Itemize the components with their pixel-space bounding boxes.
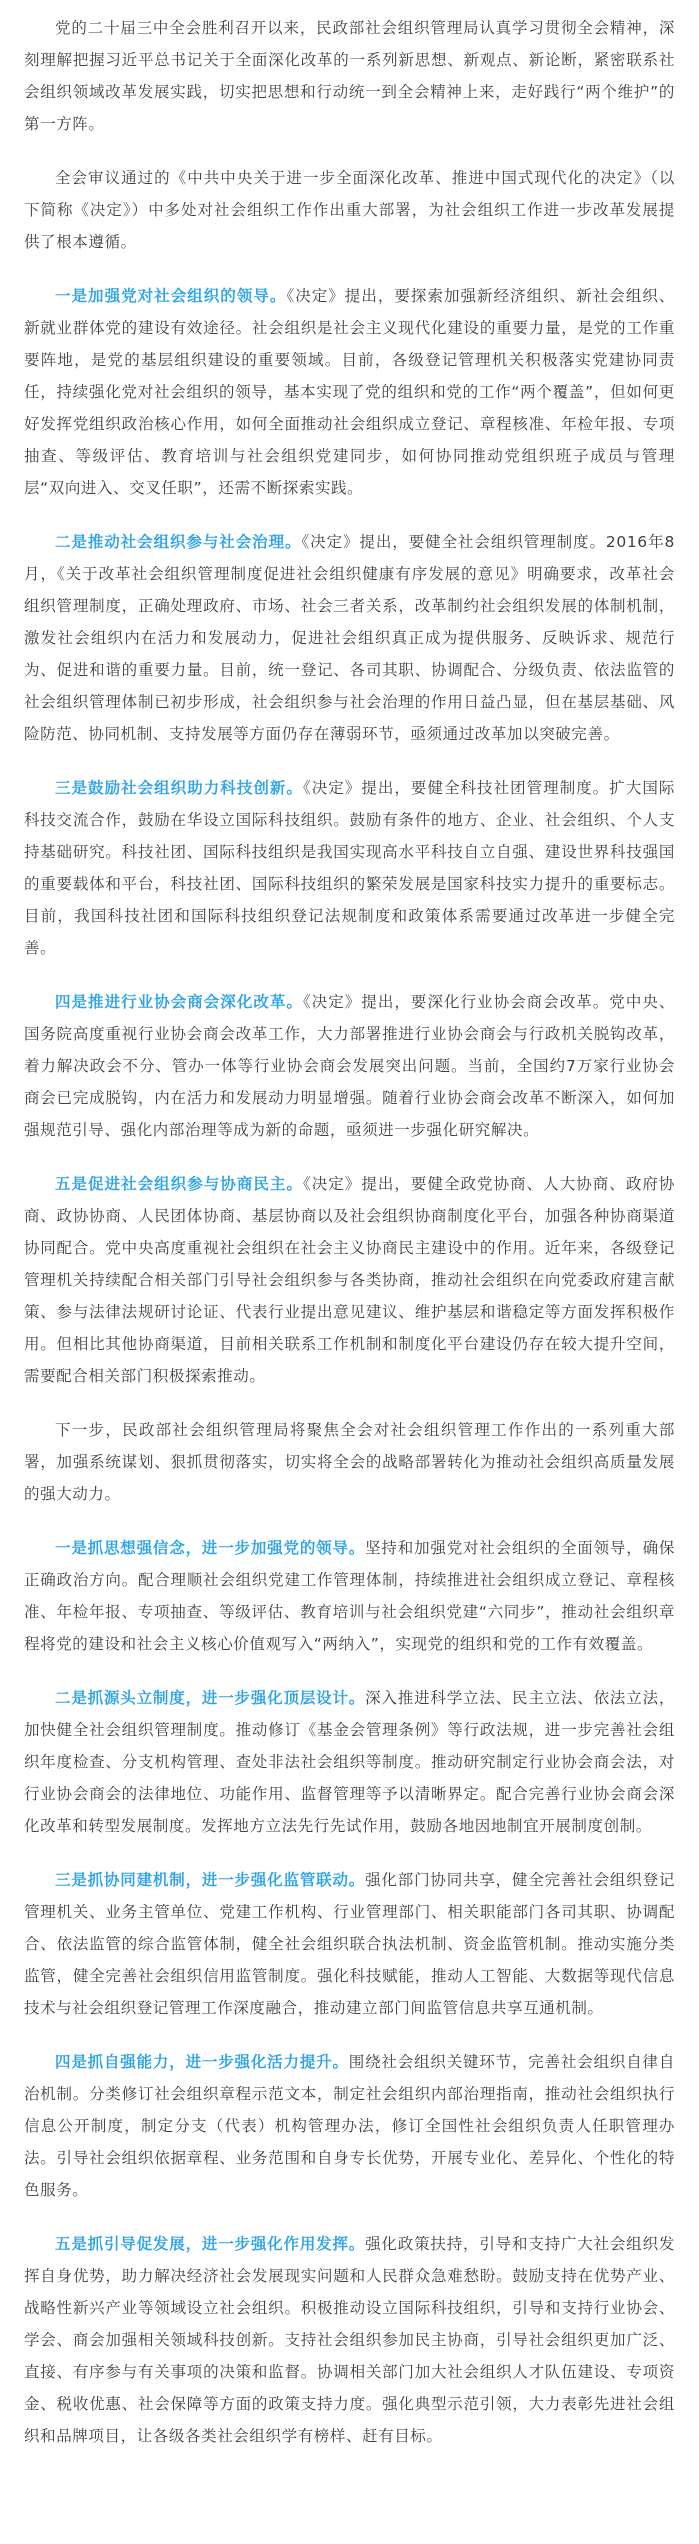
paragraph-lead: 五是抓引导促发展，进一步强化作用发挥。 <box>55 2235 366 2253</box>
paragraph-lead: 四是抓自强能力，进一步强化活力提升。 <box>55 2053 349 2071</box>
context-paragraph <box>24 162 675 258</box>
paragraph-text: 强化部门协同共享，健全完善社会组织登记管理机关、业务主管单位、党建工作机构、行业管理部门、相关职能部门各司其职、协调配合、依法监管的综合监管体制，健全社会组织联合执法机制、资金监管机制。推动实施分类监管，健全完善社会组织信用监管制度。强化科技赋能，推动人工智能、大数据等现代信息技术与社会组织登记管理工作深度融合，推动建立部门间监管信息共享互通机制。 <box>24 1871 675 2017</box>
measure-paragraph <box>24 1532 675 1660</box>
paragraph-lead: 二是抓源头立制度，进一步强化顶层设计。 <box>55 1689 366 1707</box>
paragraph-text: 《决定》提出，要深化行业协会商会改革。党中央、国务院高度重视行业协会商会改革工作，大力部署推进行业协会商会与行政机关脱钩改革，着力解决政会不分、管办一体等行业协会商会发展突出问题。当前，全国约7万家行业协会商会已完成脱钩，内在活力和发展动力明显增强。随着行业协会商会改革不断深入，如何加强规范引导、强化内部治理等成为新的命题，亟须进一步强化研究解决。 <box>24 993 675 1139</box>
paragraph-lead: 四是推进行业协会商会深化改革。 <box>55 993 303 1011</box>
paragraph-text: 《决定》提出，要健全社会组织管理制度。2016年8月，《关于改革社会组织管理制度促进社会组织健康有序发展的意见》明确要求，改革社会组织管理制度，正确处理政府、市场、社会三者关系，改革制约社会组织发展的体制机制，激发社会组织内在活力和发展动力，促进社会组织真正成为提供服务、反映诉求、规范行为、促进和谐的重要力量。目前，统一登记、各司其职、协调配合、分级负责、依法监管的社会组织管理体制已初步形成，社会组织参与社会治理的作用日益凸显，但在基层基础、风险防范、协同机制、支持发展等方面仍存在薄弱环节，亟须通过改革加以突破完善。 <box>24 533 675 743</box>
point-paragraph <box>24 526 675 750</box>
paragraph-lead: 三是鼓励社会组织助力科技创新。 <box>55 779 303 797</box>
measure-paragraph <box>24 1682 675 1842</box>
paragraph-text: 党的二十届三中全会胜利召开以来，民政部社会组织管理局认真学习贯彻全会精神，深刻理解把握习近平总书记关于全面深化改革的一系列新思想、新观点、新论断，紧密联系社会组织领域改革发展实践，切实把思想和行动统一到全会精神上来，走好践行“两个维护”的第一方阵。 <box>24 19 675 133</box>
paragraph-text: 下一步，民政部社会组织管理局将聚焦全会对社会组织管理工作作出的一系列重大部署，加强系统谋划、狠抓贯彻落实，切实将全会的战略部署转化为推动社会组织高质量发展的强大动力。 <box>24 1421 675 1503</box>
paragraph-lead: 三是抓协同建机制，进一步强化监管联动。 <box>55 1871 366 1889</box>
paragraph-text: 深入推进科学立法、民主立法、依法立法，加快健全社会组织管理制度。推动修订《基金会管理条例》等行政法规，进一步完善社会组织年度检查、分支机构管理、查处非法社会组织等制度。推动研究制定行业协会商会法，对行业协会商会的法律地位、功能作用、监督管理等予以清晰界定。配合完善行业协会商会深化改革和转型发展制度。发挥地方立法先行先试作用，鼓励各地因地制宜开展制度创制。 <box>24 1689 675 1835</box>
point-paragraph <box>24 280 675 504</box>
paragraph-text: 《决定》提出，要探索加强新经济组织、新社会组织、新就业群体党的建设有效途径。社会组织是社会主义现代化建设的重要力量，是党的工作重要阵地，是党的基层组织建设的重要领域。目前，各级登记管理机关积极落实党建协同责任，持续强化党对社会组织的领导，基本实现了党的组织和党的工作“两个覆盖”，但如何更好发挥党组织政治核心作用，如何全面推动社会组织成立登记、章程核准、年检年报、专项抽查、等级评估、教育培训与社会组织党建同步，如何协同推动党组织班子成员与管理层“双向进入、交叉任职”，还需不断探索实践。 <box>24 287 675 497</box>
point-paragraph <box>24 772 675 964</box>
paragraph-lead: 二是推动社会组织参与社会治理。 <box>55 533 302 551</box>
transition-paragraph <box>24 1414 675 1510</box>
measure-paragraph <box>24 2046 675 2206</box>
paragraph-text: 围绕社会组织关键环节，完善社会组织自律自治机制。分类修订社会组织章程示范文本，制定社会组织内部治理指南，推动社会组织执行信息公开制度，制定分支（代表）机构管理办法，修订全国性社会组织负责人任职管理办法。引导社会组织依据章程、业务范围和自身专长优势，开展专业化、差异化、个性化的特色服务。 <box>24 2053 675 2199</box>
paragraph-text: 强化政策扶持，引导和支持广大社会组织发挥自身优势，助力解决经济社会发展现实问题和人民群众急难愁盼。鼓励支持在优势产业、战略性新兴产业等领域设立社会组织。积极推动设立国际科技组织，引导和支持行业协会、学会、商会加强相关领域科技创新。支持社会组织参加民主协商，引导社会组织更加广泛、直接、有序参与有关事项的决策和监督。协调相关部门加大社会组织人才队伍建设、专项资金、税收优惠、社会保障等方面的政策支持力度。强化典型示范引领，大力表彰先进社会组织和品牌项目，让各级各类社会组织学有榜样、赶有目标。 <box>24 2235 675 2445</box>
paragraph-text: 《决定》提出，要健全科技社团管理制度。扩大国际科技交流合作，鼓励在华设立国际科技组织。鼓励有条件的地方、企业、社会组织、个人支持基础研究。科技社团、国际科技组织是我国实现高水平科技自立自强、建设世界科技强国的重要载体和平台，科技社团、国际科技组织的繁荣发展是国家科技实力提升的重要标志。目前，我国科技社团和国际科技组织登记法规制度和政策体系需要通过改革进一步健全完善。 <box>24 779 675 957</box>
paragraph-lead: 一是加强党对社会组织的领导。 <box>55 287 287 305</box>
measure-paragraph <box>24 2228 675 2452</box>
paragraph-text: 坚持和加强党对社会组织的全面领导，确保正确政治方向。配合理顺社会组织党建工作管理体制，持续推进社会组织成立登记、章程核准、年检年报、专项抽查、等级评估、教育培训与社会组织党建“六同步”，推动社会组织章程将党的建设和社会主义核心价值观写入“两纳入”，实现党的组织和党的工作有效覆盖。 <box>24 1539 675 1653</box>
point-paragraph <box>24 986 675 1146</box>
intro-paragraph <box>24 12 675 140</box>
paragraph-text: 全会审议通过的《中共中央关于进一步全面深化改革、推进中国式现代化的决定》（以下简称《决定》）中多处对社会组织工作作出重大部署，为社会组织工作进一步改革发展提供了根本遵循。 <box>24 169 675 251</box>
point-paragraph <box>24 1168 675 1392</box>
measure-paragraph <box>24 1864 675 2024</box>
paragraph-lead: 五是促进社会组织参与协商民主。 <box>55 1175 303 1193</box>
paragraph-lead: 一是抓思想强信念，进一步加强党的领导。 <box>55 1539 366 1557</box>
paragraph-text: 《决定》提出，要健全政党协商、人大协商、政府协商、政协协商、人民团体协商、基层协商以及社会组织协商制度化平台，加强各种协商渠道协同配合。党中央高度重视社会组织在社会主义协商民主建设中的作用。近年来，各级登记管理机关持续配合相关部门引导社会组织参与各类协商，推动社会组织在向党委政府建言献策、参与法律法规研讨论证、代表行业提出意见建议、维护基层和谐稳定等方面发挥积极作用。但相比其他协商渠道，目前相关联系工作机制和制度化平台建设仍存在较大提升空间，需要配合相关部门积极探索推动。 <box>24 1175 675 1385</box>
